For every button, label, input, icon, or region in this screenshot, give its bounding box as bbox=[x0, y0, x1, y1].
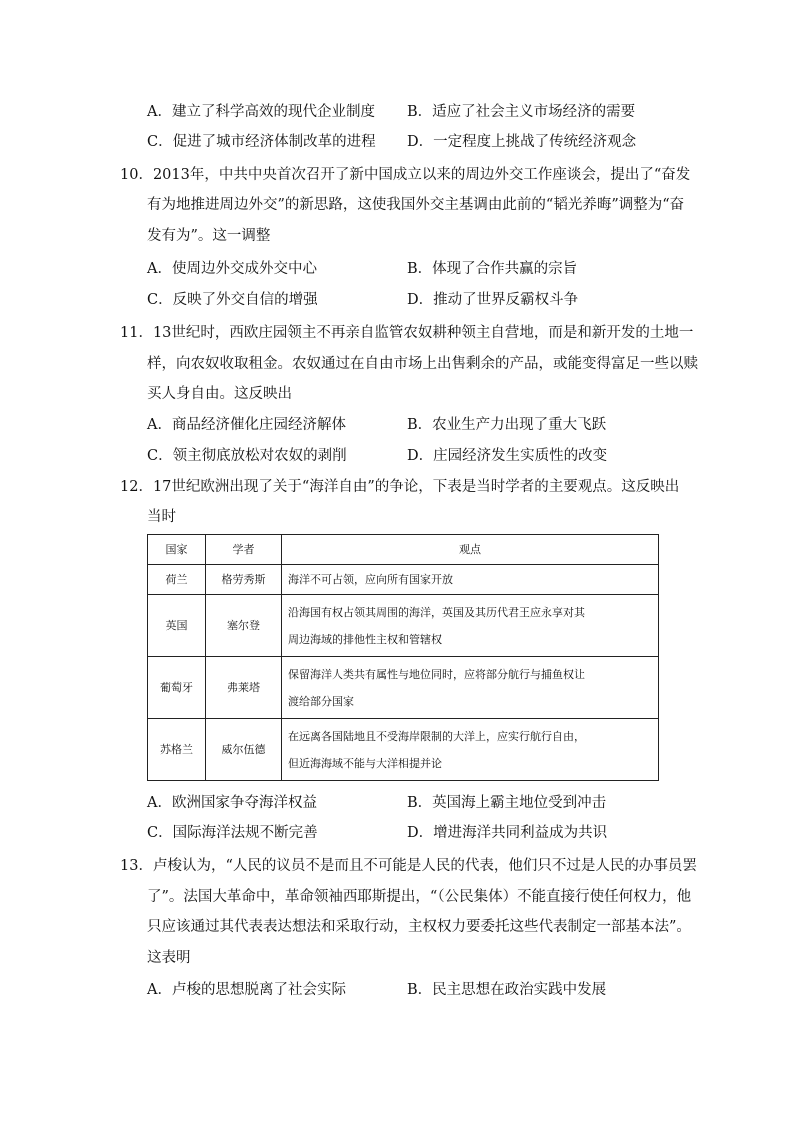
q13-option-b: B．民主思想在政治实践中发展 bbox=[407, 982, 607, 998]
q9-option-a: A．建立了科学高效的现代企业制度 bbox=[147, 104, 375, 120]
q11-option-b: B．农业生产力出现了重大飞跃 bbox=[407, 417, 607, 433]
q12-option-c: C．国际海洋法规不断完善 bbox=[147, 825, 318, 841]
table-row bbox=[148, 565, 659, 595]
q11-stem-line2: 样，向农奴收取租金。农奴通过在自由市场上出售剩余的产品，或能变得富足一些以赎 bbox=[147, 356, 698, 372]
table-cell-view bbox=[282, 595, 659, 657]
q11-option-a: A．商品经济催化庄园经济解体 bbox=[147, 417, 346, 433]
q13-option-a: A．卢梭的思想脱离了社会实际 bbox=[147, 982, 346, 998]
table-cell-view bbox=[282, 657, 659, 719]
q13-stem-line3: 只应该通过其代表表达想法和采取行动，主权权力要委托这些代表制定一部基本法”。 bbox=[147, 919, 691, 935]
q12-stem-line1: 12．17世纪欧洲出现了关于“海洋自由”的争论，下表是当时学者的主要观点。这反映出 bbox=[120, 479, 680, 495]
table-cell-scholar: 弗莱塔 bbox=[206, 657, 282, 719]
table-header-view: 观点 bbox=[282, 535, 659, 565]
q13-stem-line1: 13．卢梭认为，“人民的议员不是而且不可能是人民的代表，他们只不过是人民的办事员罢 bbox=[120, 858, 697, 874]
q9-option-b: B．适应了社会主义市场经济的需要 bbox=[407, 104, 636, 120]
table-header-row bbox=[148, 535, 659, 565]
q11-option-d: D．庄园经济发生实质性的改变 bbox=[407, 448, 608, 464]
q10-option-a: A．使周边外交成外交中心 bbox=[147, 261, 317, 277]
table-header-country: 国家 bbox=[148, 535, 206, 565]
table-cell-scholar: 威尔伍德 bbox=[206, 719, 282, 781]
q9-option-d: D．一定程度上挑战了传统经济观念 bbox=[407, 134, 637, 150]
q10-option-c: C．反映了外交自信的增强 bbox=[147, 292, 318, 308]
view-line-1: 在远离各国陆地且不受海岸限制的大洋上，应实行航行自由， bbox=[288, 729, 585, 743]
q11-option-c: C．领主彻底放松对农奴的剥削 bbox=[147, 448, 347, 464]
q10-option-d: D．推动了世界反霸权斗争 bbox=[407, 292, 579, 308]
table-row bbox=[148, 657, 659, 719]
scholar-views-table bbox=[147, 534, 659, 781]
table-cell-country: 葡萄牙 bbox=[148, 657, 206, 719]
q12-option-a: A．欧洲国家争夺海洋权益 bbox=[147, 795, 317, 811]
q10-stem-line1: 10．2013年，中共中央首次召开了新中国成立以来的周边外交工作座谈会，提出了“奋发 bbox=[120, 167, 691, 183]
view-line-2: 周边海域的排他性主权和管辖权 bbox=[288, 632, 442, 646]
q12-option-d: D．增进海洋共同利益成为共识 bbox=[407, 825, 608, 841]
table-cell-country: 荷兰 bbox=[148, 565, 206, 595]
view-line-2: 渡给部分国家 bbox=[288, 694, 354, 708]
table-row bbox=[148, 719, 659, 781]
table-cell-scholar: 塞尔登 bbox=[206, 595, 282, 657]
q9-option-c: C．促进了城市经济体制改革的进程 bbox=[147, 134, 376, 150]
table-cell-view bbox=[282, 565, 659, 595]
view-line-1: 海洋不可占领，应向所有国家开放 bbox=[288, 573, 453, 586]
q12-stem-line2: 当时 bbox=[147, 509, 176, 525]
q13-stem-line4: 这表明 bbox=[147, 950, 191, 966]
view-line-2: 但近海海域不能与大洋相提并论 bbox=[288, 756, 442, 770]
q11-stem-line3: 买人身自由。这反映出 bbox=[147, 386, 292, 402]
view-line-1: 沿海国有权占领其周围的海洋，英国及其历代君王应永享对其 bbox=[288, 605, 585, 619]
q10-option-b: B．体现了合作共赢的宗旨 bbox=[407, 261, 578, 277]
table-cell-view bbox=[282, 719, 659, 781]
view-line-1: 保留海洋人类共有属性与地位同时，应将部分航行与捕鱼权让 bbox=[288, 667, 585, 681]
table-cell-country: 苏格兰 bbox=[148, 719, 206, 781]
table-row bbox=[148, 595, 659, 657]
q11-stem-line1: 11．13世纪时，西欧庄园领主不再亲自监管农奴耕种领主自营地，而是和新开发的土地一 bbox=[120, 325, 694, 341]
q12-option-b: B．英国海上霸主地位受到冲击 bbox=[407, 795, 607, 811]
q10-stem-line3: 发有为”。这一调整 bbox=[147, 228, 271, 244]
table-header-scholar: 学者 bbox=[206, 535, 282, 565]
q10-stem-line2: 有为地推进周边外交”的新思路，这使我国外交主基调由此前的“韬光养晦”调整为“奋 bbox=[147, 197, 685, 213]
q13-stem-line2: 了”。法国大革命中，革命领袖西耶斯提出，“（公民集体）不能直接行使任何权力，他 bbox=[147, 889, 692, 905]
table-cell-scholar: 格劳秀斯 bbox=[206, 565, 282, 595]
table-cell-country: 英国 bbox=[148, 595, 206, 657]
